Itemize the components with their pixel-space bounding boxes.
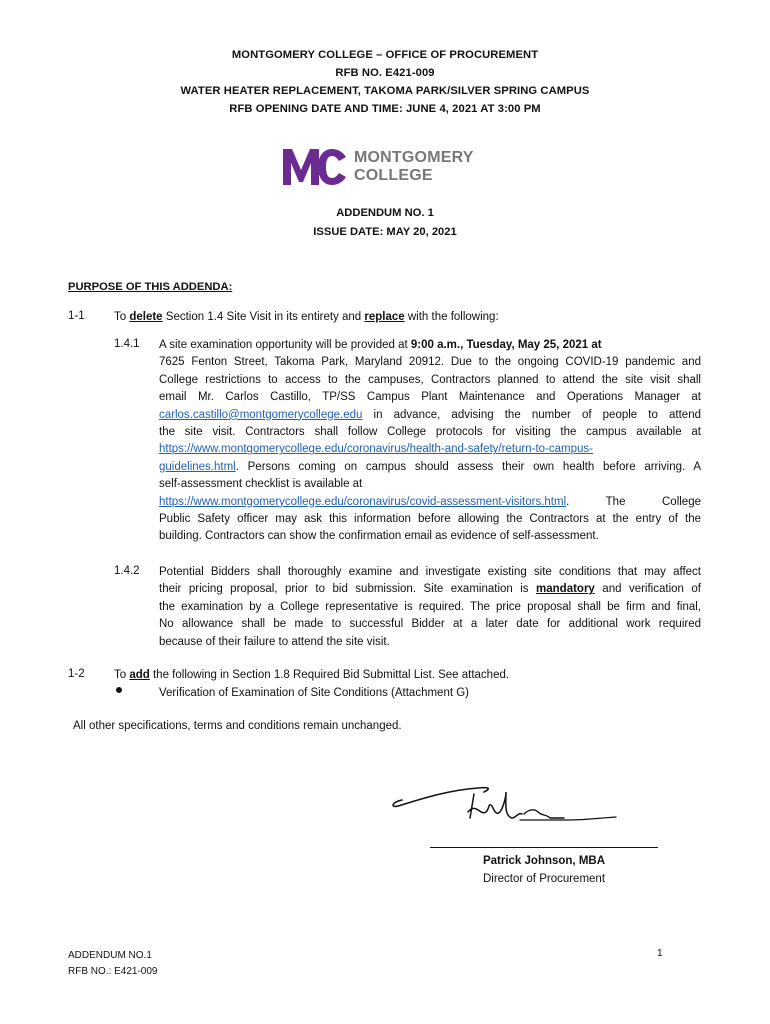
add-keyword: add: [129, 669, 150, 681]
addendum-number: ADDENDUM NO. 1: [336, 207, 434, 219]
remaining-terms-note: All other specifications, terms and conditions remain unchanged.: [73, 720, 402, 732]
header-opening-date: RFB OPENING DATE AND TIME: JUNE 4, 2021 AT 3:00 PM: [229, 103, 541, 115]
purpose-heading: PURPOSE OF THIS ADDENDA:: [68, 281, 233, 293]
signer-name: Patrick Johnson, MBA: [482, 855, 606, 867]
contact-email-link[interactable]: carlos.castillo@montgomerycollege.edu: [159, 408, 363, 421]
signer-title: Director of Procurement: [482, 873, 606, 885]
subsection-1-4-1-number: 1.4.1: [114, 338, 140, 350]
header-college-office: MONTGOMERY COLLEGE – OFFICE OF PROCUREMENT: [231, 49, 539, 61]
signature-image: [388, 772, 618, 832]
covid-assessment-link[interactable]: https://www.montgomerycollege.edu/coronavirus/covid-assessment-visitors.html: [159, 495, 567, 508]
item-1-2-number: 1-2: [68, 668, 85, 680]
mc-monogram-icon: [282, 148, 348, 186]
attachment-g-item: Verification of Examination of Site Conditions (Attachment G): [159, 687, 470, 699]
signer-block: [430, 852, 658, 888]
item-1-2-text: To add the following in Section 1.8 Required Bid Submittal List. See attached.: [114, 669, 510, 681]
document-header: [0, 46, 770, 118]
footer-reference: [68, 948, 157, 980]
signature-line: [430, 847, 658, 848]
footer-addendum-number: ADDENDUM NO.1: [68, 950, 152, 961]
return-to-campus-link-part2[interactable]: guidelines.html: [159, 460, 236, 473]
return-to-campus-link-part1[interactable]: https://www.montgomerycollege.edu/coronavirus/health-and-safety/return-to-campus-: [159, 443, 594, 456]
bullet-icon: [115, 685, 123, 693]
montgomery-college-logo: [282, 148, 492, 188]
logo-line-montgomery: MONTGOMERY: [354, 149, 474, 166]
subsection-1-4-2-text: Potential Bidders shall thoroughly examine and investigate existing site conditions that may affect their pricing proposal, prior to bid submission. Site examination is mandatory and verification of the examination by a College representative is required. The price proposal shall be firm and final, No allowance shall be made to successful Bidder at a later date for additional work required because of their failure to attend the site visit.: [159, 566, 701, 648]
header-project-title: WATER HEATER REPLACEMENT, TAKOMA PARK/SILVER SPRING CAMPUS: [180, 85, 590, 97]
subsection-1-4-2-number: 1.4.2: [114, 565, 140, 577]
logo-wordmark: [354, 149, 474, 185]
page-number: 1: [657, 948, 663, 959]
mandatory-keyword: mandatory: [536, 583, 595, 596]
addendum-heading: [0, 204, 770, 242]
footer-rfb-number: RFB NO.: E421-009: [68, 966, 158, 977]
item-1-1-number: 1-1: [68, 310, 85, 322]
site-visit-datetime: 9:00 a.m., Tuesday, May 25, 2021 at: [410, 339, 602, 351]
issue-date: ISSUE DATE: MAY 20, 2021: [313, 226, 457, 238]
delete-keyword: delete: [129, 311, 163, 323]
logo-line-college: COLLEGE: [354, 167, 433, 184]
item-1-1-text: To delete Section 1.4 Site Visit in its entirety and replace with the following:: [114, 311, 499, 323]
subsection-1-4-1-text: A site examination opportunity will be provided at 9:00 a.m., Tuesday, May 25, 2021 at 7625 Fenton Street, Takoma Park, Maryland 20912. Due to the ongoing COVID-19 pandemic and College restrictions to access to the campuses, Contractors planned to attend the site visit shall email Mr. Carlos Castillo, TP/SS Campus Plant Maintenance and Operations Manager at carlos.castillo@montgomerycollege.edu in advance, advising the number of people to attend the site visit. Contractors shall follow College protocols for visiting the campus available at https://www.montgomerycollege.edu/coronavirus/health-and-safety/return-to-campus- guidelines.html. Persons coming on campus should assess their own health before arriving. A self-assessment checklist is available at https://www.montgomerycollege.edu/coronavirus/covid-assessment-visitors.html. The College Public Safety officer may ask this information before allowing the Contractors at the entry of the building. Contractors can show the confirmation email as evidence of self-assessment.: [159, 339, 701, 543]
replace-keyword: replace: [364, 311, 405, 323]
header-rfb-number: RFB NO. E421-009: [335, 67, 435, 79]
